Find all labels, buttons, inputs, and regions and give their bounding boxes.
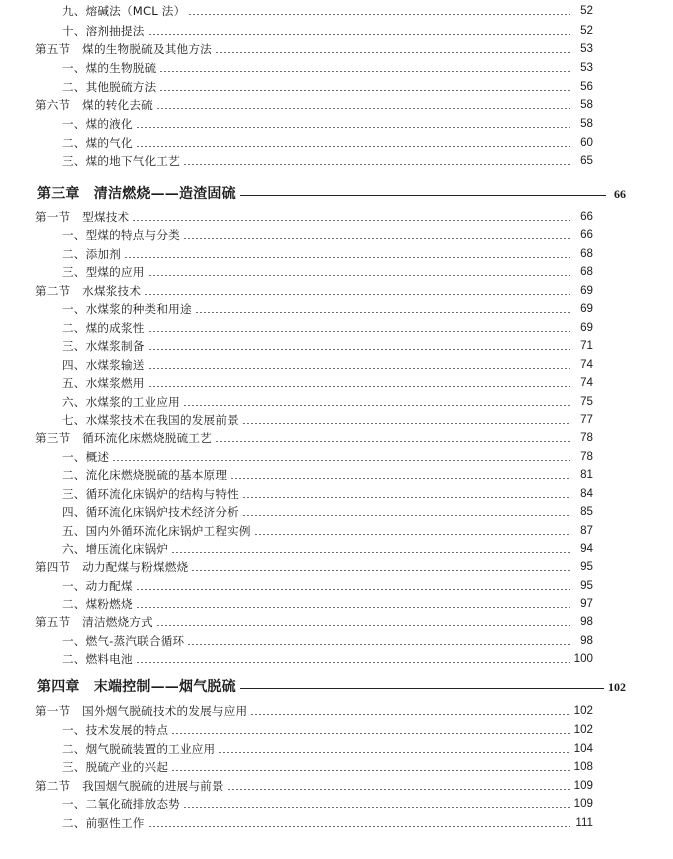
toc-item-entry xyxy=(62,2,593,20)
toc-leader-dots xyxy=(215,52,570,53)
toc-leader-dots xyxy=(242,423,570,424)
toc-section-entry xyxy=(35,777,593,795)
toc-page-number: 56 xyxy=(580,80,593,93)
toc-item-entry xyxy=(62,319,593,337)
toc-leader-dots xyxy=(156,625,570,626)
toc-item-entry xyxy=(62,595,593,613)
toc-page-number: 66 xyxy=(580,210,593,223)
toc-page-number: 77 xyxy=(580,413,593,426)
toc-leader-dots xyxy=(215,441,570,442)
toc-entry-title: 五、国内外循环流化床锅炉工程实例 xyxy=(62,524,251,538)
toc-leader-dots xyxy=(254,534,570,535)
toc-leader-dots xyxy=(148,349,570,350)
toc-page-number: 74 xyxy=(580,358,593,371)
toc-leader-line xyxy=(240,688,604,689)
toc-leader-dots xyxy=(187,644,570,645)
toc-item-entry xyxy=(62,758,593,776)
toc-leader-dots xyxy=(148,34,570,35)
toc-page-number: 58 xyxy=(580,117,593,130)
toc-leader-line xyxy=(240,195,606,196)
toc-item-entry xyxy=(62,577,593,595)
toc-page-number: 68 xyxy=(580,265,593,278)
toc-entry-title: 三、煤的地下气化工艺 xyxy=(62,154,180,168)
toc-page-number: 109 xyxy=(573,779,593,792)
toc-entry-title: 五、水煤浆燃用 xyxy=(62,376,145,390)
toc-entry-title: 第二节 水煤浆技术 xyxy=(35,284,142,298)
toc-leader-dots xyxy=(159,90,570,91)
toc-leader-dots xyxy=(183,164,570,165)
toc-leader-dots xyxy=(148,275,570,276)
toc-entry-title: 一、技术发展的特点 xyxy=(62,723,169,737)
toc-page-number: 98 xyxy=(580,615,593,628)
toc-entry-title: 第六节 煤的转化去硫 xyxy=(35,98,153,112)
toc-page-number: 95 xyxy=(580,579,593,592)
toc-page-number: 78 xyxy=(580,450,593,463)
toc-entry-title: 第二节 我国烟气脱硫的进展与前景 xyxy=(35,779,224,793)
toc-entry-title: 二、燃料电池 xyxy=(62,652,133,666)
toc-entry-title: 一、煤的生物脱硫 xyxy=(62,61,157,75)
toc-page-number: 87 xyxy=(580,524,593,537)
toc-item-entry xyxy=(62,721,593,739)
toc-entry-title: 第四节 动力配煤与粉煤燃烧 xyxy=(35,560,189,574)
toc-page-number: 60 xyxy=(580,136,593,149)
toc-page-number: 58 xyxy=(580,98,593,111)
toc-page-number: 97 xyxy=(580,597,593,610)
toc-page-number: 98 xyxy=(580,634,593,647)
toc-leader-dots xyxy=(112,460,570,461)
toc-page-number: 52 xyxy=(580,4,593,17)
toc-leader-dots xyxy=(159,71,570,72)
toc-item-entry xyxy=(62,650,593,668)
toc-entry-title: 一、动力配煤 xyxy=(62,579,133,593)
toc-section-entry xyxy=(35,429,593,447)
toc-item-entry xyxy=(62,356,593,374)
toc-item-entry xyxy=(62,466,593,484)
toc-item-entry xyxy=(62,485,593,503)
toc-page-number: 69 xyxy=(580,302,593,315)
toc-leader-dots xyxy=(183,807,570,808)
toc-page-number: 66 xyxy=(614,187,626,201)
toc-entry-title: 一、型煤的特点与分类 xyxy=(62,228,180,242)
toc-item-entry xyxy=(62,814,593,832)
toc-leader-dots xyxy=(188,14,570,15)
toc-entry-title: 第一节 型煤技术 xyxy=(35,210,130,224)
toc-leader-dots xyxy=(124,257,570,258)
toc-page-number: 68 xyxy=(580,247,593,260)
toc-leader-dots xyxy=(171,733,570,734)
toc-page-number: 78 xyxy=(580,431,593,444)
toc-leader-dots xyxy=(148,368,570,369)
toc-leader-dots xyxy=(136,127,570,128)
toc-entry-title: 一、二氧化硫排放态势 xyxy=(62,797,180,811)
toc-leader-dots xyxy=(250,714,570,715)
toc-section-entry xyxy=(35,702,593,720)
toc-page-number: 71 xyxy=(580,339,593,352)
toc-item-entry xyxy=(62,245,593,263)
toc-item-entry xyxy=(62,134,593,152)
toc-entry-title: 一、概述 xyxy=(62,450,110,464)
toc-leader-dots xyxy=(171,552,570,553)
toc-entry-title: 二、煤的气化 xyxy=(62,136,133,150)
toc-item-entry xyxy=(62,503,593,521)
toc-item-entry xyxy=(62,115,593,133)
toc-entry-title: 一、燃气-蒸汽联合循环 xyxy=(62,634,185,648)
toc-section-entry xyxy=(35,96,593,114)
toc-entry-title: 第一节 国外烟气脱硫技术的发展与应用 xyxy=(35,704,248,718)
toc-entry-title: 二、烟气脱硫装置的工业应用 xyxy=(62,742,216,756)
toc-item-entry xyxy=(62,263,593,281)
toc-entry-title: 四、水煤浆输送 xyxy=(62,358,145,372)
toc-item-entry xyxy=(62,448,593,466)
toc-entry-title: 十、溶剂抽提法 xyxy=(62,24,145,38)
toc-leader-dots xyxy=(136,607,570,608)
toc-item-entry xyxy=(62,740,593,758)
toc-section-entry xyxy=(35,558,593,576)
toc-entry-title: 二、煤的成浆性 xyxy=(62,321,145,335)
toc-entry-title: 一、煤的液化 xyxy=(62,117,133,131)
toc-page-number: 95 xyxy=(580,560,593,573)
toc-item-entry xyxy=(62,78,593,96)
toc-leader-dots xyxy=(148,826,570,827)
toc-entry-title: 二、其他脱硫方法 xyxy=(62,80,157,94)
toc-leader-dots xyxy=(148,386,570,387)
toc-page-number: 108 xyxy=(573,760,593,773)
toc-entry-title: 六、水煤浆的工业应用 xyxy=(62,395,180,409)
toc-page-number: 69 xyxy=(580,284,593,297)
toc-item-entry xyxy=(62,632,593,650)
toc-item-entry xyxy=(62,22,593,40)
toc-item-entry xyxy=(62,300,593,318)
toc-leader-dots xyxy=(144,294,570,295)
toc-item-entry xyxy=(62,795,593,813)
toc-entry-title: 第三章 清洁燃烧——造渣固硫 xyxy=(37,186,236,202)
toc-chapter-heading xyxy=(37,183,626,205)
toc-section-entry xyxy=(35,40,593,58)
toc-entry-title: 三、水煤浆制备 xyxy=(62,339,145,353)
toc-leader-dots xyxy=(191,570,570,571)
toc-page-number: 102 xyxy=(573,723,593,736)
toc-leader-dots xyxy=(156,108,570,109)
toc-page-number: 81 xyxy=(580,468,593,481)
toc-leader-dots xyxy=(136,589,570,590)
toc-leader-dots xyxy=(136,146,570,147)
toc-leader-dots xyxy=(227,789,570,790)
toc-entry-title: 一、水煤浆的种类和用途 xyxy=(62,302,192,316)
toc-item-entry xyxy=(62,374,593,392)
toc-item-entry xyxy=(62,337,593,355)
toc-entry-title: 三、型煤的应用 xyxy=(62,265,145,279)
toc-entry-title: 三、循环流化床锅炉的结构与特性 xyxy=(62,487,239,501)
toc-leader-dots xyxy=(218,752,570,753)
toc-section-entry xyxy=(35,282,593,300)
toc-page-number: 102 xyxy=(573,704,593,717)
toc-entry-title: 第三节 循环流化床燃烧脱硫工艺 xyxy=(35,431,212,445)
toc-leader-dots xyxy=(242,497,570,498)
toc-page-number: 69 xyxy=(580,321,593,334)
toc-item-entry xyxy=(62,522,593,540)
toc-leader-dots xyxy=(242,515,570,516)
toc-page-number: 74 xyxy=(580,376,593,389)
toc-chapter-heading xyxy=(37,676,626,698)
toc-leader-dots xyxy=(132,220,570,221)
toc-item-entry xyxy=(62,59,593,77)
toc-entry-title: 二、煤粉燃烧 xyxy=(62,597,133,611)
toc-page-number: 100 xyxy=(573,652,593,665)
toc-entry-title: 二、添加剂 xyxy=(62,247,121,261)
toc-page-number: 104 xyxy=(573,742,593,755)
toc-item-entry xyxy=(62,152,593,170)
toc-entry-title: 二、流化床燃烧脱硫的基本原理 xyxy=(62,468,228,482)
toc-section-entry xyxy=(35,208,593,226)
toc-leader-dots xyxy=(183,238,570,239)
toc-page-number: 75 xyxy=(580,395,593,408)
toc-item-entry xyxy=(62,540,593,558)
toc-entry-title: 九、熔碱法（MCL 法） xyxy=(62,4,186,18)
toc-entry-title: 三、脱硫产业的兴起 xyxy=(62,760,169,774)
toc-page-number: 109 xyxy=(573,797,593,810)
toc-leader-dots xyxy=(183,405,570,406)
toc-section-entry xyxy=(35,613,593,631)
toc-entry-title: 六、增压流化床锅炉 xyxy=(62,542,169,556)
toc-entry-title: 第五节 清洁燃烧方式 xyxy=(35,615,153,629)
toc-leader-dots xyxy=(230,478,570,479)
toc-item-entry xyxy=(62,226,593,244)
toc-page-number: 85 xyxy=(580,505,593,518)
toc-entry-title: 第五节 煤的生物脱硫及其他方法 xyxy=(35,42,212,56)
toc-entry-title: 七、水煤浆技术在我国的发展前景 xyxy=(62,413,239,427)
toc-entry-title: 第四章 末端控制——烟气脱硫 xyxy=(37,679,236,695)
toc-entry-title: 四、循环流化床锅炉技术经济分析 xyxy=(62,505,239,519)
toc-entry-title: 二、前驱性工作 xyxy=(62,816,145,830)
toc-item-entry xyxy=(62,393,593,411)
toc-leader-dots xyxy=(195,312,570,313)
toc-leader-dots xyxy=(136,662,570,663)
toc-page-number: 94 xyxy=(580,542,593,555)
toc-item-entry xyxy=(62,411,593,429)
toc-page-number: 65 xyxy=(580,154,593,167)
toc-page-number: 66 xyxy=(580,228,593,241)
toc-page-number: 102 xyxy=(608,680,626,694)
toc-page-number: 53 xyxy=(580,61,593,74)
toc-page-number: 111 xyxy=(575,816,593,829)
toc-leader-dots xyxy=(171,770,570,771)
toc-leader-dots xyxy=(148,331,570,332)
toc-page-number: 52 xyxy=(580,24,593,37)
toc-page-number: 53 xyxy=(580,42,593,55)
toc-page-number: 84 xyxy=(580,487,593,500)
